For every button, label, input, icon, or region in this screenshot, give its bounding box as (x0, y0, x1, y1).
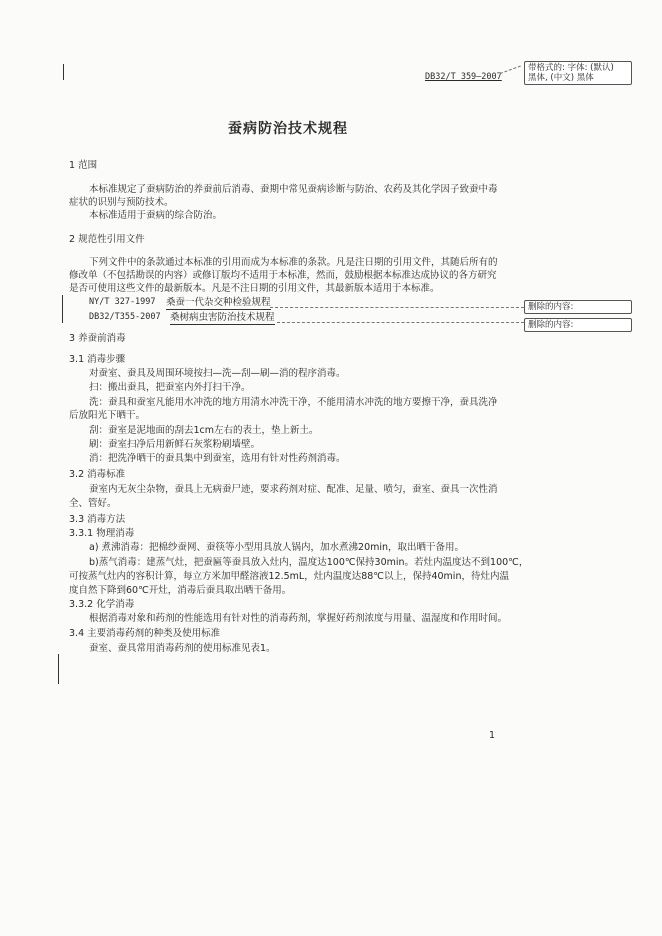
format-note-line2: 黑体, (中文) 黑体 (528, 73, 594, 83)
format-note-line1: 带格式的: 字体: (默认) (528, 63, 614, 73)
subsection-heading: 3.1 消毒步骤 (69, 354, 126, 365)
paragraph-line: 刮：蚕室是泥地面的刮去1cm左右的表土，垫上新土。 (89, 425, 319, 436)
reference-code: NY/T 327-1997 (89, 297, 156, 307)
paragraph-line: 下列文件中的条款通过本标准的引用而成为本标准的条款。凡是注日期的引用文件，其随后所有的 (89, 257, 498, 268)
paragraph-line: b)蒸气消毒：建蒸气灶，把蚕匾等蚕具放入灶内，温度达100℃保持30min。若灶内温度达不到100℃， (89, 557, 529, 568)
paragraph-line: 后放阳光下晒干。 (69, 410, 146, 421)
change-bar (62, 295, 63, 323)
reference-title: 桑蚕一代杂交种检验规程 (166, 297, 271, 308)
deleted-annotation (524, 318, 632, 332)
paragraph-line: 蚕室、蚕具常用消毒药剂的使用标准见表1。 (89, 643, 276, 654)
paragraph-line: 刷：蚕室扫净后用新鲜石灰浆粉刷墙壁。 (89, 439, 261, 450)
paragraph-line: 可按蒸气灶内的容积计算，每立方米加甲醛溶液12.5mL，灶内温度达88℃以上，保持40min，待灶内温 (69, 571, 509, 582)
paragraph-line: 度自然下降到60℃开灶，消毒后蚕具取出晒干备用。 (69, 585, 292, 596)
paragraph-line: 全、管好。 (69, 498, 117, 509)
section-heading: 2 规范性引用文件 (69, 234, 145, 245)
paragraph-line: 消：把洗净晒干的蚕具集中到蚕室，选用有针对性药剂消毒。 (89, 453, 346, 464)
page-number: 1 (489, 730, 496, 741)
paragraph-line: 根据消毒对象和药剂的性能选用有针对性的消毒药剂，掌握好药剂浓度与用量、温湿度和作用时间。 (89, 613, 508, 624)
standard-code: DB32/T 359—2007 (425, 72, 502, 82)
deleted-annotation (524, 300, 632, 314)
subsection-heading: 3.4 主要消毒药剂的种类及使用标准 (69, 628, 221, 639)
deleted-label: 删除的内容: (528, 320, 574, 330)
subsection-heading: 3.2 消毒标准 (69, 469, 126, 480)
document-title: 蚕病防治技术规程 (228, 121, 348, 137)
subsection-heading: 3.3.1 物理消毒 (69, 528, 135, 539)
change-bar (58, 654, 59, 684)
deleted-label: 删除的内容: (528, 302, 574, 312)
paragraph-line: 对蚕室、蚕具及周围环境按扫—洗—刮—刷—消的程序消毒。 (89, 368, 346, 379)
annotation-leader (500, 66, 521, 74)
paragraph-line: 扫：搬出蚕具，把蚕室内外打扫干净。 (89, 382, 251, 393)
annotation-leader (270, 307, 524, 308)
annotation-leader (277, 322, 524, 323)
reference-code: DB32/T355-2007 (89, 312, 161, 322)
header-bar (425, 64, 502, 83)
subsection-heading: 3.3.2 化学消毒 (69, 599, 135, 610)
paragraph-line: 症状的识别与预防技术。 (69, 197, 174, 208)
change-bar (63, 64, 64, 80)
reference-title: 桑树病虫害防治技术规程 (170, 312, 275, 323)
section-heading: 3 养蚕前消毒 (69, 333, 126, 344)
paragraph-line: 是否可使用这些文件的最新版本。凡是不注日期的引用文件，其最新版本适用于本标准。 (69, 283, 440, 294)
paragraph-line: 洗：蚕具和蚕室凡能用水冲洗的地方用清水冲洗干净，不能用清水冲洗的地方要擦干净，蚕具洗净 (89, 397, 498, 408)
paragraph-line: 蚕室内无灰尘杂物，蚕具上无病蚕尸迹，要求药剂对症、配准、足量、喷匀，蚕室、蚕具一次性消 (89, 484, 498, 495)
subsection-heading: 3.3 消毒方法 (69, 514, 126, 525)
paragraph-line: 修改单（不包括勘误的内容）或修订版均不适用于本标准，然而，鼓励根据本标准达成协议的各方研究 (69, 270, 497, 281)
format-annotation (524, 61, 632, 85)
paragraph-line: a) 煮沸消毒：把棉纱蚕网、蚕筷等小型用具放人锅内，加水煮沸20min，取出晒干备用。 (89, 542, 465, 553)
section-heading: 1 范围 (69, 160, 98, 171)
paragraph-line: 本标准适用于蚕病的综合防治。 (89, 210, 223, 221)
paragraph-line: 本标准规定了蚕病防治的养蚕前后消毒、蚕期中常见蚕病诊断与防治、农药及其化学因子致蚕中毒 (89, 184, 498, 195)
